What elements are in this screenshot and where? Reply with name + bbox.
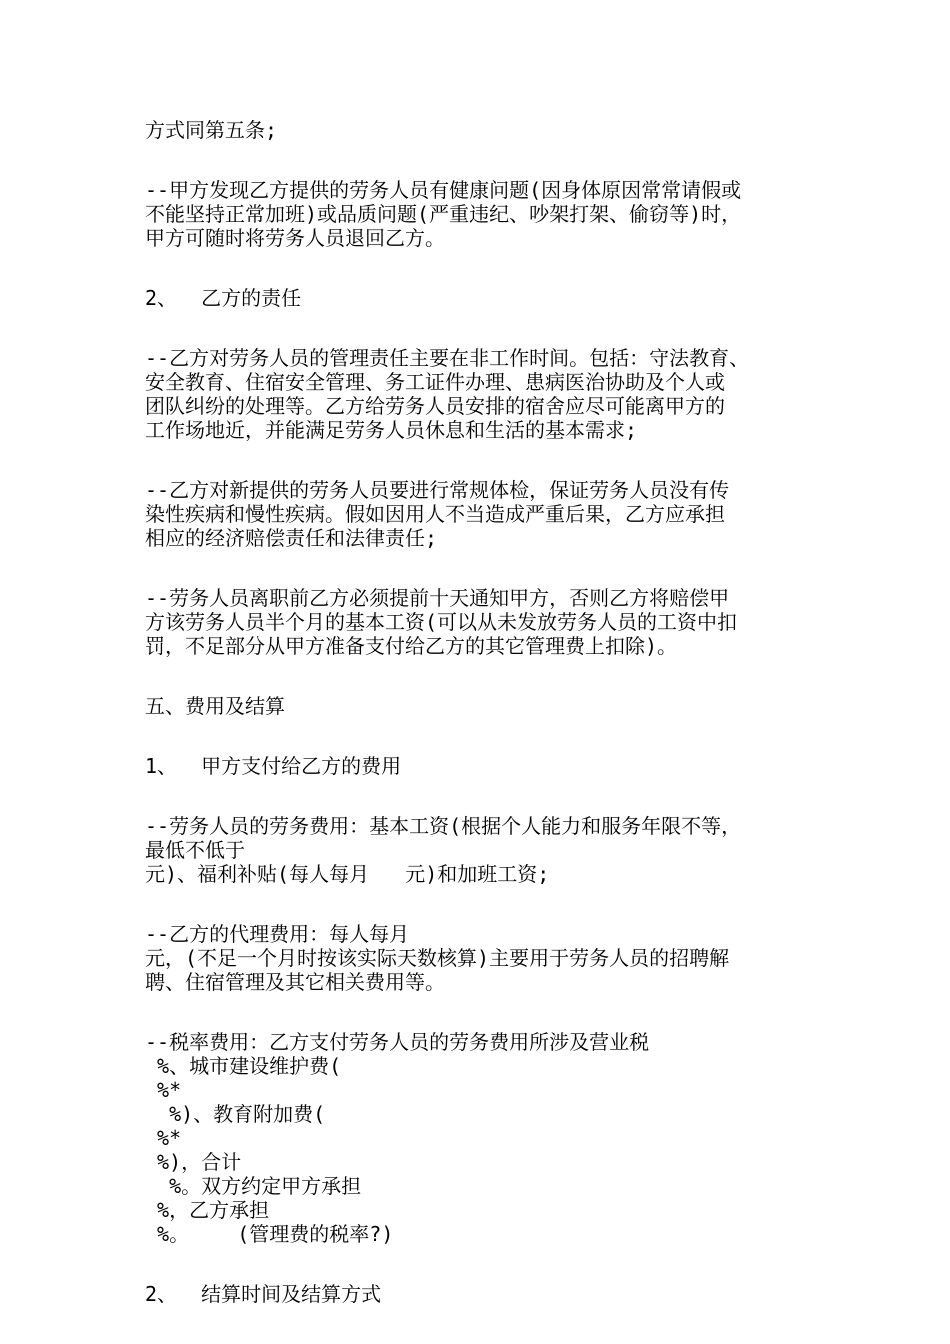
text-line: 元，(不足一个月时按该实际天数核算)主要用于劳务人员的招聘解 (145, 946, 730, 970)
text-line: 2、 乙方的责任 (145, 286, 302, 310)
text-line: 最低不低于 (145, 838, 245, 862)
paragraph (145, 118, 845, 142)
text-line: --乙方对新提供的劳务人员要进行常规体检，保证劳务人员没有传 (145, 478, 730, 502)
text-line: 不能坚持正常加班)或品质问题(严重违纪、吵架打架、偷窃等)时， (145, 202, 742, 226)
text-line: %、城市建设维护费( (145, 1054, 342, 1078)
paragraph (145, 178, 845, 250)
text-line: 工作场地近，并能满足劳务人员休息和生活的基本需求; (145, 418, 638, 442)
paragraph (145, 694, 845, 718)
text-line: 相应的经济赔偿责任和法律责任; (145, 526, 438, 550)
text-line: 聘、住宿管理及其它相关费用等。 (145, 970, 445, 994)
paragraph (145, 922, 845, 994)
text-line: 五、费用及结算 (145, 694, 285, 718)
paragraph (145, 1030, 845, 1246)
text-line: --乙方的代理费用：每人每月 (145, 922, 410, 946)
paragraph (145, 586, 845, 658)
text-line: 罚，不足部分从甲方准备支付给乙方的其它管理费上扣除)。 (145, 634, 678, 658)
text-line: --乙方对劳务人员的管理责任主要在非工作时间。包括：守法教育、 (145, 346, 750, 370)
paragraph (145, 1282, 845, 1306)
text-line: 元)、福利补贴(每人每月 元)和加班工资; (145, 862, 550, 886)
text-line: 染性疾病和慢性疾病。假如因用人不当造成严重后果，乙方应承担 (145, 502, 725, 526)
text-line: 方式同第五条; (145, 118, 278, 142)
text-line: 2、 结算时间及结算方式 (145, 1282, 382, 1306)
text-line: %* (145, 1126, 182, 1150)
text-line: 甲方可随时将劳务人员退回乙方。 (145, 226, 445, 250)
paragraph (145, 754, 845, 778)
paragraph (145, 286, 845, 310)
text-line: --税率费用：乙方支付劳务人员的劳务费用所涉及营业税 (145, 1030, 650, 1054)
text-line: --劳务人员离职前乙方必须提前十天通知甲方，否则乙方将赔偿甲 (145, 586, 730, 610)
text-line: %)，合计 (145, 1150, 242, 1174)
text-line: %。 (管理费的税率?) (145, 1222, 394, 1246)
text-line: --劳务人员的劳务费用：基本工资(根据个人能力和服务年限不等， (145, 814, 742, 838)
text-line: %。双方约定甲方承担 (145, 1174, 362, 1198)
text-line: %，乙方承担 (145, 1198, 270, 1222)
text-line: 方该劳务人员半个月的基本工资(可以从未发放劳务人员的工资中扣 (145, 610, 738, 634)
paragraph (145, 814, 845, 886)
paragraph (145, 346, 845, 442)
text-line: --甲方发现乙方提供的劳务人员有健康问题(因身体原因常常请假或 (145, 178, 742, 202)
text-line: %)、教育附加费( (145, 1102, 326, 1126)
text-line: 安全教育、住宿安全管理、务工证件办理、患病医治协助及个人或 (145, 370, 725, 394)
text-line: %* (145, 1078, 182, 1102)
paragraph (145, 478, 845, 550)
text-line: 团队纠纷的处理等。乙方给劳务人员安排的宿舍应尽可能离甲方的 (145, 394, 725, 418)
text-line: 1、 甲方支付给乙方的费用 (145, 754, 402, 778)
document-body (145, 118, 845, 1342)
